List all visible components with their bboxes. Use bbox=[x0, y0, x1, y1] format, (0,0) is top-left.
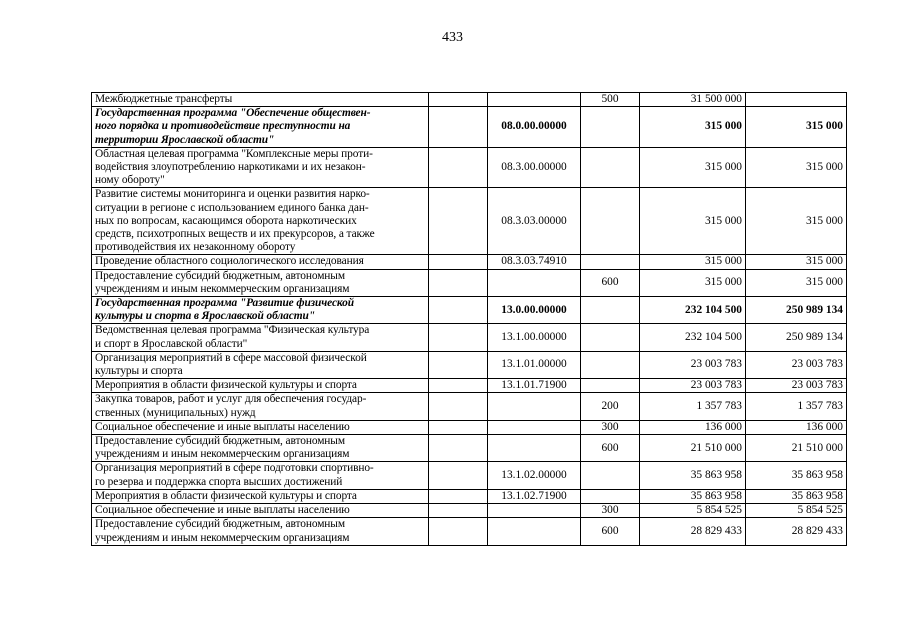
empty-cell bbox=[429, 518, 488, 545]
expense-type-cell bbox=[581, 489, 640, 503]
amount-year2-cell: 1 357 783 bbox=[746, 393, 847, 420]
amount-year2-cell: 21 510 000 bbox=[746, 435, 847, 462]
program-code-cell: 08.0.00.00000 bbox=[488, 107, 581, 148]
row-name-line: ситуации в регионе с использованием единого банка дан- bbox=[95, 201, 369, 214]
amount-year2-cell: 315 000 bbox=[746, 255, 847, 269]
amount-year1-cell: 5 854 525 bbox=[640, 504, 746, 518]
table-row bbox=[92, 393, 847, 420]
table-row bbox=[92, 324, 847, 351]
expense-type-cell: 500 bbox=[581, 93, 640, 107]
empty-cell bbox=[429, 435, 488, 462]
row-name-line: Социальное обеспечение и иные выплаты населению bbox=[95, 420, 350, 433]
amount-year1-cell: 28 829 433 bbox=[640, 518, 746, 545]
expense-type-cell bbox=[581, 255, 640, 269]
amount-year2-cell: 35 863 958 bbox=[746, 489, 847, 503]
row-name-cell bbox=[92, 504, 429, 518]
row-name-line: ному обороту" bbox=[95, 174, 165, 187]
row-name-cell bbox=[92, 351, 429, 378]
table-row bbox=[92, 93, 847, 107]
amount-year1-cell: 21 510 000 bbox=[640, 435, 746, 462]
expense-type-cell bbox=[581, 297, 640, 324]
amount-year1-cell: 1 357 783 bbox=[640, 393, 746, 420]
empty-cell bbox=[429, 351, 488, 378]
amount-year1-cell: 35 863 958 bbox=[640, 489, 746, 503]
row-name-line: учреждениям и иным некоммерческим организациям bbox=[95, 448, 350, 461]
row-name-line: Предоставление субсидий бюджетным, автономным bbox=[95, 269, 345, 282]
amount-year1-cell: 31 500 000 bbox=[640, 93, 746, 107]
amount-year2-cell: 28 829 433 bbox=[746, 518, 847, 545]
program-code-cell: 08.3.03.74910 bbox=[488, 255, 581, 269]
expense-type-cell bbox=[581, 379, 640, 393]
row-name-line: Мероприятия в области физической культуры и спорта bbox=[95, 379, 357, 392]
program-code-cell bbox=[488, 518, 581, 545]
table-row bbox=[92, 351, 847, 378]
amount-year2-cell: 315 000 bbox=[746, 107, 847, 148]
row-name-line: Организация мероприятий в сфере массовой физической bbox=[95, 351, 367, 364]
expense-type-cell: 600 bbox=[581, 269, 640, 296]
program-code-cell bbox=[488, 435, 581, 462]
table-row bbox=[92, 379, 847, 393]
row-name-line: Проведение областного социологического исследования bbox=[95, 255, 364, 268]
row-name-line: ного порядка и противодействие преступности на bbox=[95, 120, 351, 133]
empty-cell bbox=[429, 420, 488, 434]
row-name-line: водействия злоупотреблению наркотиками и их незакон- bbox=[95, 161, 366, 174]
amount-year2-cell: 5 854 525 bbox=[746, 504, 847, 518]
program-code-cell: 08.3.00.00000 bbox=[488, 147, 581, 188]
empty-cell bbox=[429, 504, 488, 518]
row-name-line: Закупка товаров, работ и услуг для обеспечения государ- bbox=[95, 393, 367, 406]
program-code-cell: 13.0.00.00000 bbox=[488, 297, 581, 324]
row-name-cell bbox=[92, 324, 429, 351]
row-name-line: Развитие системы мониторинга и оценки развития нарко- bbox=[95, 188, 370, 201]
row-name-cell bbox=[92, 518, 429, 545]
row-name-line: учреждениям и иным некоммерческим организациям bbox=[95, 282, 350, 295]
empty-cell bbox=[429, 462, 488, 489]
table-row bbox=[92, 435, 847, 462]
table-row bbox=[92, 297, 847, 324]
table-row bbox=[92, 269, 847, 296]
program-code-cell: 13.1.01.00000 bbox=[488, 351, 581, 378]
row-name-line: Предоставление субсидий бюджетным, автономным bbox=[95, 518, 345, 531]
amount-year1-cell: 232 104 500 bbox=[640, 297, 746, 324]
row-name-line: Государственная программа "Развитие физической bbox=[95, 297, 354, 310]
table-row bbox=[92, 255, 847, 269]
amount-year2-cell: 315 000 bbox=[746, 188, 847, 255]
empty-cell bbox=[429, 269, 488, 296]
expense-type-cell: 600 bbox=[581, 518, 640, 545]
amount-year2-cell: 250 989 134 bbox=[746, 324, 847, 351]
row-name-cell bbox=[92, 255, 429, 269]
expense-type-cell: 200 bbox=[581, 393, 640, 420]
program-code-cell bbox=[488, 393, 581, 420]
amount-year1-cell: 23 003 783 bbox=[640, 351, 746, 378]
row-name-cell bbox=[92, 269, 429, 296]
row-name-line: культуры и спорта bbox=[95, 365, 183, 378]
amount-year2-cell: 23 003 783 bbox=[746, 351, 847, 378]
empty-cell bbox=[429, 297, 488, 324]
empty-cell bbox=[429, 188, 488, 255]
amount-year1-cell: 315 000 bbox=[640, 147, 746, 188]
row-name-cell bbox=[92, 420, 429, 434]
program-code-cell: 13.1.02.00000 bbox=[488, 462, 581, 489]
amount-year2-cell: 136 000 bbox=[746, 420, 847, 434]
amount-year2-cell: 23 003 783 bbox=[746, 379, 847, 393]
table-row bbox=[92, 518, 847, 545]
row-name-line: Социальное обеспечение и иные выплаты населению bbox=[95, 504, 350, 517]
amount-year1-cell: 136 000 bbox=[640, 420, 746, 434]
amount-year2-cell: 315 000 bbox=[746, 147, 847, 188]
program-code-cell: 13.1.00.00000 bbox=[488, 324, 581, 351]
row-name-line: культуры и спорта в Ярославской области" bbox=[95, 310, 315, 323]
row-name-line: Предоставление субсидий бюджетным, автономным bbox=[95, 435, 345, 448]
empty-cell bbox=[429, 489, 488, 503]
expense-type-cell bbox=[581, 462, 640, 489]
expense-type-cell: 300 bbox=[581, 420, 640, 434]
table-row bbox=[92, 107, 847, 148]
amount-year1-cell: 23 003 783 bbox=[640, 379, 746, 393]
row-name-line: го резерва и поддержка спорта высших достижений bbox=[95, 475, 343, 488]
amount-year2-cell bbox=[746, 93, 847, 107]
empty-cell bbox=[429, 324, 488, 351]
table-row bbox=[92, 489, 847, 503]
expense-type-cell bbox=[581, 188, 640, 255]
row-name-line: Областная целевая программа "Комплексные меры проти- bbox=[95, 147, 373, 160]
row-name-cell bbox=[92, 93, 429, 107]
row-name-cell bbox=[92, 462, 429, 489]
program-code-cell bbox=[488, 269, 581, 296]
row-name-line: ных по вопросам, касающимся оборота наркотических bbox=[95, 214, 357, 227]
row-name-cell bbox=[92, 379, 429, 393]
expense-type-cell bbox=[581, 107, 640, 148]
program-code-cell: 08.3.03.00000 bbox=[488, 188, 581, 255]
row-name-line: территории Ярославской области" bbox=[95, 133, 275, 146]
table-row bbox=[92, 188, 847, 255]
amount-year2-cell: 35 863 958 bbox=[746, 462, 847, 489]
empty-cell bbox=[429, 147, 488, 188]
amount-year1-cell: 232 104 500 bbox=[640, 324, 746, 351]
row-name-line: Ведомственная целевая программа "Физическая культура bbox=[95, 324, 370, 337]
row-name-line: учреждениям и иным некоммерческим организациям bbox=[95, 531, 350, 544]
program-code-cell: 13.1.01.71900 bbox=[488, 379, 581, 393]
amount-year1-cell: 315 000 bbox=[640, 255, 746, 269]
row-name-cell bbox=[92, 435, 429, 462]
row-name-line: Мероприятия в области физической культуры и спорта bbox=[95, 489, 357, 502]
expense-type-cell: 300 bbox=[581, 504, 640, 518]
row-name-line: Государственная программа "Обеспечение обществен- bbox=[95, 107, 371, 120]
expense-type-cell bbox=[581, 351, 640, 378]
table-row bbox=[92, 420, 847, 434]
table-row bbox=[92, 147, 847, 188]
page-number: 433 bbox=[442, 30, 463, 45]
table-row bbox=[92, 462, 847, 489]
amount-year1-cell: 315 000 bbox=[640, 107, 746, 148]
empty-cell bbox=[429, 393, 488, 420]
program-code-cell bbox=[488, 93, 581, 107]
empty-cell bbox=[429, 107, 488, 148]
amount-year1-cell: 315 000 bbox=[640, 188, 746, 255]
row-name-cell bbox=[92, 489, 429, 503]
row-name-cell bbox=[92, 188, 429, 255]
row-name-line: и спорт в Ярославской области" bbox=[95, 337, 248, 350]
empty-cell bbox=[429, 255, 488, 269]
row-name-line: Межбюджетные трансферты bbox=[95, 93, 233, 105]
row-name-cell bbox=[92, 107, 429, 148]
empty-cell bbox=[429, 379, 488, 393]
row-name-cell bbox=[92, 297, 429, 324]
expense-type-cell bbox=[581, 147, 640, 188]
row-name-line: ственных (муниципальных) нужд bbox=[95, 406, 256, 419]
expense-type-cell bbox=[581, 324, 640, 351]
row-name-line: противодействия их незаконному обороту bbox=[95, 241, 296, 254]
expense-type-cell: 600 bbox=[581, 435, 640, 462]
empty-cell bbox=[429, 93, 488, 107]
program-code-cell bbox=[488, 504, 581, 518]
budget-table bbox=[91, 92, 847, 546]
amount-year1-cell: 35 863 958 bbox=[640, 462, 746, 489]
amount-year2-cell: 315 000 bbox=[746, 269, 847, 296]
amount-year2-cell: 250 989 134 bbox=[746, 297, 847, 324]
row-name-cell bbox=[92, 393, 429, 420]
program-code-cell: 13.1.02.71900 bbox=[488, 489, 581, 503]
row-name-line: Организация мероприятий в сфере подготовки спортивно- bbox=[95, 462, 374, 475]
table-row bbox=[92, 504, 847, 518]
row-name-line: средств, психотропных веществ и их прекурсоров, а также bbox=[95, 228, 375, 241]
program-code-cell bbox=[488, 420, 581, 434]
amount-year1-cell: 315 000 bbox=[640, 269, 746, 296]
row-name-cell bbox=[92, 147, 429, 188]
